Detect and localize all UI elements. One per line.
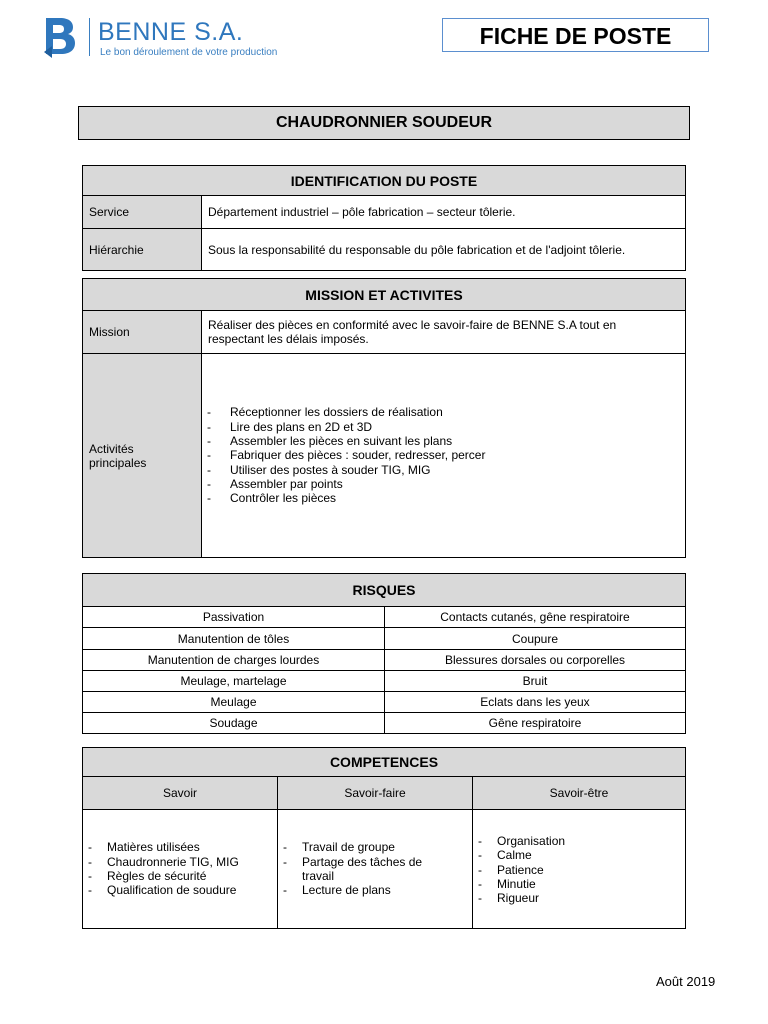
risks-table <box>82 573 686 734</box>
savoir-faire-header: Savoir-faire <box>278 777 473 810</box>
risk-description: Coupure <box>385 628 686 650</box>
savoir-etre-header: Savoir-être <box>473 777 686 810</box>
table-row <box>83 650 686 671</box>
risk-activity: Meulage, martelage <box>83 671 385 692</box>
list-item: - Assembler par points <box>202 477 685 491</box>
competences-table <box>82 747 686 929</box>
list-item: - Travail de groupe <box>278 840 442 854</box>
hierarchy-value: Sous la responsabilité du responsable du pôle fabrication et de l'adjoint tôlerie. <box>202 229 686 271</box>
list-item: - Calme <box>473 848 685 862</box>
logo-separator <box>89 18 90 56</box>
risk-activity: Meulage <box>83 692 385 713</box>
list-item: - Patience <box>473 863 685 877</box>
savoir-etre-cell <box>473 810 686 929</box>
risk-description: Blessures dorsales ou corporelles <box>385 650 686 671</box>
savoir-faire-list <box>278 840 442 897</box>
identification-table <box>82 165 686 271</box>
table-row <box>83 713 686 734</box>
service-value: Département industriel – pôle fabrication – secteur tôlerie. <box>202 196 686 229</box>
risk-description: Gêne respiratoire <box>385 713 686 734</box>
activities-cell <box>202 354 686 558</box>
risk-description: Contacts cutanés, gêne respiratoire <box>385 607 686 628</box>
risk-description: Eclats dans les yeux <box>385 692 686 713</box>
brand-tagline: Le bon déroulement de votre production <box>100 47 278 58</box>
risk-description: Bruit <box>385 671 686 692</box>
savoir-header: Savoir <box>83 777 278 810</box>
list-item: - Minutie <box>473 877 685 891</box>
competences-header: COMPETENCES <box>83 748 686 777</box>
savoir-etre-list <box>473 834 685 905</box>
list-item: - Lecture de plans <box>278 883 442 897</box>
mission-header: MISSION ET ACTIVITES <box>83 279 686 311</box>
mission-table <box>82 278 686 558</box>
table-row <box>83 692 686 713</box>
document-title: FICHE DE POSTE <box>442 18 709 52</box>
mission-label: Mission <box>83 311 202 354</box>
list-item: - Fabriquer des pièces : souder, redresser, percer <box>202 448 685 462</box>
list-item: - Contrôler les pièces <box>202 491 685 505</box>
savoir-cell <box>83 810 278 929</box>
risks-header: RISQUES <box>83 574 686 607</box>
list-item: - Réceptionner les dossiers de réalisation <box>202 405 685 419</box>
job-title: CHAUDRONNIER SOUDEUR <box>78 106 690 140</box>
list-item: - Chaudronnerie TIG, MIG <box>83 855 277 869</box>
list-item: - Utiliser des postes à souder TIG, MIG <box>202 463 685 477</box>
list-item: - Rigueur <box>473 891 685 905</box>
brand-name: BENNE S.A. <box>98 18 244 46</box>
list-item: - Assembler les pièces en suivant les plans <box>202 434 685 448</box>
footer-date: Août 2019 <box>656 974 716 989</box>
activities-label: Activités principales <box>83 354 202 558</box>
identification-header: IDENTIFICATION DU POSTE <box>83 166 686 196</box>
savoir-faire-cell <box>278 810 473 929</box>
list-item: - Qualification de soudure <box>83 883 277 897</box>
risk-activity: Passivation <box>83 607 385 628</box>
savoir-list <box>83 840 277 897</box>
list-item: - Lire des plans en 2D et 3D <box>202 420 685 434</box>
risk-activity: Manutention de tôles <box>83 628 385 650</box>
mission-value: Réaliser des pièces en conformité avec le savoir-faire de BENNE S.A tout en respectant les délais imposés. <box>202 311 686 354</box>
service-label: Service <box>83 196 202 229</box>
benne-logo-icon <box>44 14 78 58</box>
list-item: - Organisation <box>473 834 685 848</box>
table-row <box>83 607 686 628</box>
risk-activity: Soudage <box>83 713 385 734</box>
hierarchy-label: Hiérarchie <box>83 229 202 271</box>
table-row <box>83 671 686 692</box>
risk-activity: Manutention de charges lourdes <box>83 650 385 671</box>
list-item: - Matières utilisées <box>83 840 277 854</box>
list-item: - Partage des tâches de travail <box>278 855 442 884</box>
list-item: - Règles de sécurité <box>83 869 277 883</box>
table-row <box>83 628 686 650</box>
activities-list <box>202 405 685 505</box>
